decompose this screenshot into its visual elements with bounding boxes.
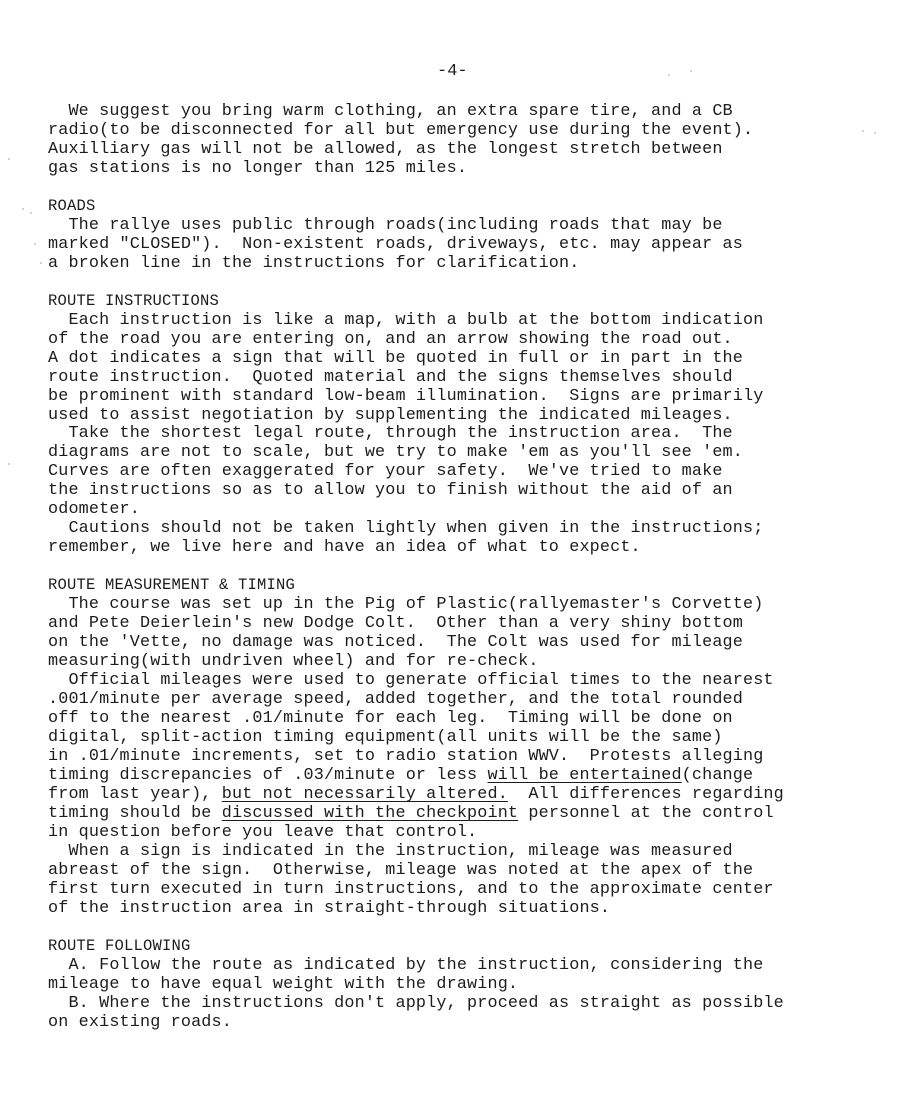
scan-speck <box>8 158 10 160</box>
route-instructions-line: used to assist negotiation by supplementing the indicated mileages. <box>48 406 733 425</box>
route-measurement-line-underlined <box>48 804 774 823</box>
route-instructions-line: A dot indicates a sign that will be quoted in full or in part in the <box>48 349 743 368</box>
route-instructions-line: odometer. <box>48 500 140 519</box>
route-instructions-line: remember, we live here and have an idea of what to expect. <box>48 538 641 557</box>
intro-line: radio(to be disconnected for all but emergency use during the event). <box>48 121 754 140</box>
route-measurement-line-underlined <box>48 766 753 785</box>
section-heading-route-instructions: ROUTE INSTRUCTIONS <box>48 292 220 310</box>
route-instructions-line: be prominent with standard low-beam illumination. Signs are primarily <box>48 387 764 406</box>
route-measurement-line: When a sign is indicated in the instruction, mileage was measured <box>48 842 733 861</box>
scan-speck <box>668 74 670 76</box>
route-measurement-line: on the 'Vette, no damage was noticed. The Colt was used for mileage <box>48 633 743 652</box>
roads-line: a broken line in the instructions for clarification. <box>48 254 580 273</box>
line-text: personnel at the control <box>518 804 774 823</box>
line-text: from last year), <box>48 785 222 804</box>
underlined-text: but not necessarily altered. <box>221 785 508 804</box>
scan-speck <box>30 212 32 214</box>
route-following-line: A. Follow the route as indicated by the instruction, considering the <box>48 956 764 975</box>
route-following-line: mileage to have equal weight with the drawing. <box>48 975 519 994</box>
intro-line: Auxilliary gas will not be allowed, as the longest stretch between <box>48 140 723 159</box>
underlined-text: discussed with the checkpoint <box>221 804 519 823</box>
route-measurement-line: The course was set up in the Pig of Plastic(rallyemaster's Corvette) <box>48 595 764 614</box>
route-instructions-line: diagrams are not to scale, but we try to make 'em as you'll see 'em. <box>48 443 743 462</box>
section-heading-route-following: ROUTE FOLLOWING <box>48 937 191 955</box>
route-instructions-line: route instruction. Quoted material and the signs themselves should <box>48 368 733 387</box>
intro-line: gas stations is no longer than 125 miles. <box>48 159 468 178</box>
line-text: All differences regarding <box>507 785 784 804</box>
section-heading-roads: ROADS <box>48 197 96 215</box>
route-following-line: on existing roads. <box>48 1013 232 1032</box>
scan-speck <box>862 130 864 132</box>
scan-speck <box>8 463 10 465</box>
route-measurement-line: measuring(with undriven wheel) and for re-check. <box>48 652 539 671</box>
route-measurement-line: abreast of the sign. Otherwise, mileage was noted at the apex of the <box>48 861 754 880</box>
route-measurement-line: in question before you leave that control. <box>48 823 478 842</box>
scan-speck <box>874 132 876 134</box>
route-instructions-line: Curves are often exaggerated for your safety. We've tried to make <box>48 462 723 481</box>
underlined-text: will be entertained <box>487 766 682 785</box>
route-instructions-line: Cautions should not be taken lightly when given in the instructions; <box>48 519 764 538</box>
route-measurement-line: of the instruction area in straight-through situations. <box>48 899 611 918</box>
route-instructions-line: the instructions so as to allow you to finish without the aid of an <box>48 481 733 500</box>
route-measurement-line: off to the nearest .01/minute for each leg. Timing will be done on <box>48 709 733 728</box>
route-measurement-line: in .01/minute increments, set to radio station WWV. Protests alleging <box>48 747 764 766</box>
line-text: timing should be <box>48 804 222 823</box>
scan-speck <box>22 208 24 210</box>
roads-line: marked "CLOSED"). Non-existent roads, driveways, etc. may appear as <box>48 235 743 254</box>
route-measurement-line: digital, split-action timing equipment(all units will be the same) <box>48 728 723 747</box>
scan-speck <box>40 262 42 264</box>
route-measurement-line: .001/minute per average speed, added together, and the total rounded <box>48 690 743 709</box>
route-instructions-line: of the road you are entering on, and an arrow showing the road out. <box>48 330 733 349</box>
route-measurement-line: first turn executed in turn instructions, and to the approximate center <box>48 880 774 899</box>
scan-speck <box>690 70 692 72</box>
route-measurement-line: and Pete Deierlein's new Dodge Colt. Other than a very shiny bottom <box>48 614 743 633</box>
route-measurement-line: Official mileages were used to generate official times to the nearest <box>48 671 774 690</box>
section-heading-route-measurement: ROUTE MEASUREMENT & TIMING <box>48 576 296 594</box>
scan-speck <box>34 243 36 245</box>
roads-line: The rallye uses public through roads(including roads that may be <box>48 216 723 235</box>
page-number: -4- <box>437 62 468 81</box>
route-following-line: B. Where the instructions don't apply, proceed as straight as possible <box>48 994 784 1013</box>
route-instructions-line: Each instruction is like a map, with a bulb at the bottom indication <box>48 311 764 330</box>
line-text: timing discrepancies of .03/minute or less <box>48 766 488 785</box>
intro-line: We suggest you bring warm clothing, an extra spare tire, and a CB <box>48 102 733 121</box>
route-measurement-line-underlined <box>48 785 784 804</box>
line-text: (change <box>681 766 754 785</box>
route-instructions-line: Take the shortest legal route, through the instruction area. The <box>48 424 733 443</box>
